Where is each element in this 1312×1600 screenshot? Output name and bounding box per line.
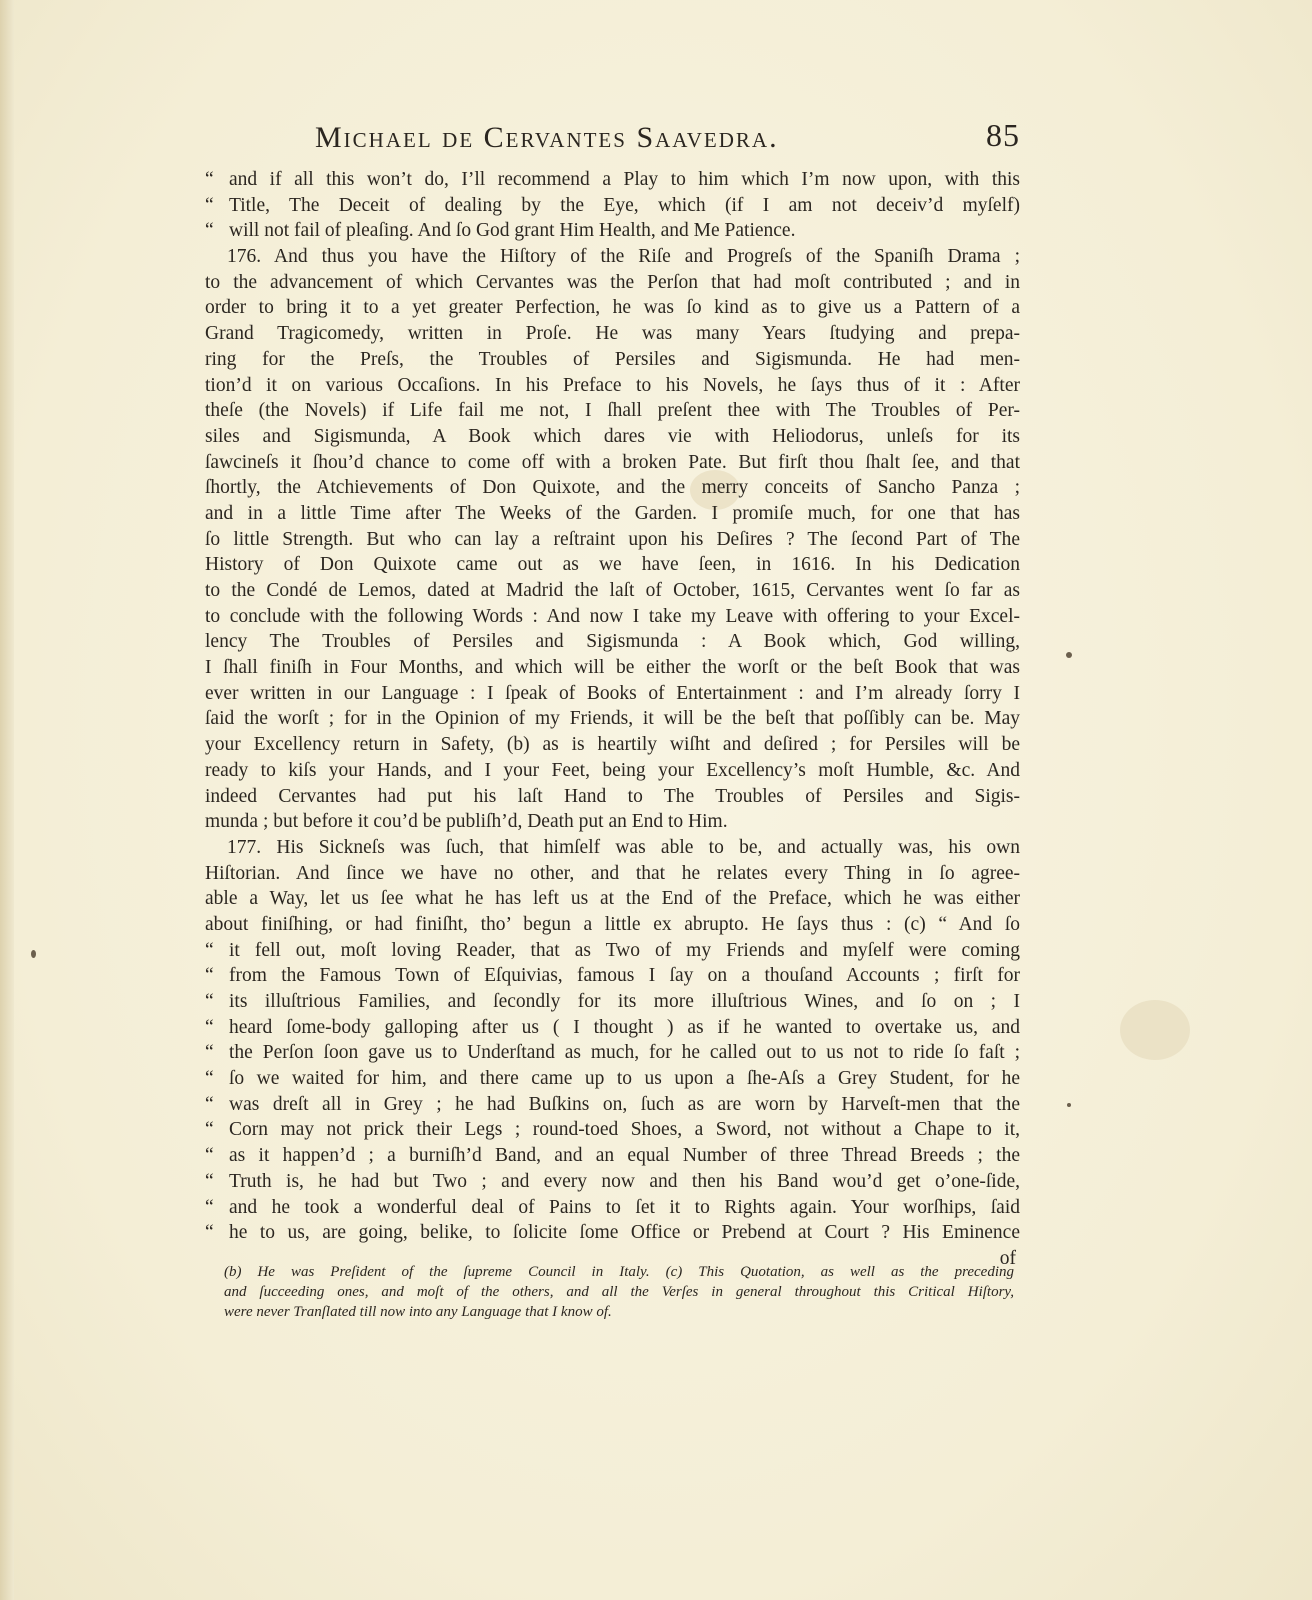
text-line: tion’d it on various Occaſions. In his Preface to his Novels, he ſays thus of it : After (205, 374, 1020, 396)
text-line: ſaid the worſt ; for in the Opinion of my Friends, it will be the beſt that poſſibly can be. May (205, 708, 1020, 730)
text-line: about finiſhing, or had finiſht, tho’ begun a little ex abrupto. He ſays thus : (c) “ And ſo (205, 913, 1020, 935)
paper-stain (1120, 1000, 1190, 1060)
text-line: able a Way, let us ſee what he has left us at the End of the Preface, which he was either (205, 888, 1020, 910)
footnote-line: (b) He was Preſident of the ſupreme Council in Italy. (c) This Quotation, as well as the preceding (224, 1264, 1014, 1280)
footnote-line: and ſucceeding ones, and moſt of the others, and all the Verſes in general throughout this Critical Hiſtory, (224, 1284, 1014, 1300)
text-line: “ and he took a wonderful deal of Pains to ſet it to Rights again. Your worſhips, ſaid (205, 1195, 1020, 1221)
text-line: to conclude with the following Words : And now I take my Leave with offering to your Excel- (205, 605, 1020, 627)
text-line: ring for the Preſs, the Troubles of Persiles and Sigismunda. He had men- (205, 348, 1020, 370)
text-line: ſo little Strength. But who can lay a reſtraint upon his Deſires ? The ſecond Part of The (205, 528, 1020, 550)
text-line: “ was dreſt all in Grey ; he had Buſkins on, ſuch as are worn by Harveſt-men that the (205, 1092, 1020, 1118)
text-line: “ ſo we waited for him, and there came up to us upon a ſhe-Aſs a Grey Student, for he (205, 1066, 1020, 1092)
text-line: to the advancement of which Cervantes was the Perſon that had moſt contributed ; and in (205, 271, 1020, 293)
footnotes (224, 1262, 1014, 1322)
text-line: munda ; but before it cou’d be publiſh’d, Death put an End to Him. (205, 811, 728, 833)
text-line: “ Corn may not prick their Legs ; round-toed Shoes, a Sword, not without a Chape to it, (205, 1117, 1020, 1143)
text-line: “ as it happen’d ; a burniſh’d Band, and an equal Number of three Thread Breeds ; the (205, 1143, 1020, 1169)
text-line: “ the Perſon ſoon gave us to Underſtand as much, for he called out to us not to ride ſo faſt ; (205, 1040, 1020, 1066)
body-text (205, 167, 1020, 1272)
text-line: “ and if all this won’t do, I’ll recommend a Play to him which I’m now upon, with this (205, 167, 1020, 193)
text-line: ſawcineſs it ſhou’d chance to come off with a broken Pate. But firſt thou ſhalt ſee, and that (205, 451, 1020, 473)
text-line: “ will not fail of pleaſing. And ſo God grant Him Health, and Me Patience. (205, 218, 1020, 244)
text-line: ſhortly, the Atchievements of Don Quixote, and the merry conceits of Sancho Panza ; (205, 477, 1020, 499)
page-number: 85 (986, 117, 1020, 153)
text-line: Grand Tragicomedy, written in Proſe. He was many Years ſtudying and prepa- (205, 323, 1020, 345)
text-line: ever written in our Language : I ſpeak of Books of Entertainment : and I’m already ſorry I (205, 682, 1020, 704)
text-line: “ it fell out, moſt loving Reader, that as Two of my Friends and myſelf were coming (205, 938, 1020, 964)
text-line: “ he to us, are going, belike, to ſolicite ſome Office or Prebend at Court ? His Eminence (205, 1220, 1020, 1246)
text-line: your Excellency return in Safety, (b) as is heartily wiſht and deſired ; for Persiles will be (205, 734, 1020, 756)
text-line: lency The Troubles of Persiles and Sigismunda : A Book which, God willing, (205, 631, 1020, 653)
text-line: “ heard ſome-body galloping after us ( I thought ) as if he wanted to overtake us, and (205, 1015, 1020, 1041)
running-title: Michael de Cervantes Saavedra. (315, 121, 779, 154)
text-line: “ Truth is, he had but Two ; and every now and then his Band wou’d get o’one-ſide, (205, 1169, 1020, 1195)
footnote-line: were never Tranſlated till now into any Language that I know of. (224, 1304, 612, 1320)
text-line: “ its illuſtrious Families, and ſecondly for its more illuſtrious Wines, and ſo on ; I (205, 989, 1020, 1015)
text-line: “ from the Famous Town of Eſquivias, famous I ſay on a thouſand Accounts ; firſt for (205, 963, 1020, 989)
text-line: ready to kiſs your Hands, and I your Feet, being your Excellency’s moſt Humble, &c. And (205, 759, 1020, 781)
text-line: to the Condé de Lemos, dated at Madrid the laſt of October, 1615, Cervantes went ſo far as (205, 580, 1020, 601)
text-line: 177. His Sickneſs was ſuch, that himſelf was able to be, and actually was, his own (227, 836, 1020, 858)
catchword: of (999, 1247, 1016, 1269)
text-line: and in a little Time after The Weeks of the Garden. I promiſe much, for one that has (205, 502, 1020, 524)
text-line: Hiſtorian. And ſince we have no other, and that he relates every Thing in ſo agree- (205, 862, 1020, 884)
text-line: theſe (the Novels) if Life fail me not, I ſhall preſent thee with The Troubles of Per- (205, 400, 1020, 422)
ink-speck (1066, 652, 1072, 658)
page-edge-shadow (0, 0, 14, 1600)
text-line: 176. And thus you have the Hiſtory of the Riſe and Progreſs of the Spaniſh Drama ; (227, 246, 1020, 268)
text-line: I ſhall finiſh in Four Months, and which will be either the worſt or the beſt Book that was (205, 657, 1020, 679)
ink-speck (1067, 1103, 1071, 1107)
running-head (205, 117, 1020, 161)
text-line: siles and Sigismunda, A Book which dares vie with Heliodorus, unleſs for its (205, 425, 1020, 447)
text-line: “ Title, The Deceit of dealing by the Eye, which (if I am not deceiv’d myſelf) (205, 193, 1020, 219)
ink-speck (31, 950, 36, 958)
text-line: History of Don Quixote came out as we have ſeen, in 1616. In his Dedication (205, 554, 1020, 576)
text-line: indeed Cervantes had put his laſt Hand to The Troubles of Persiles and Sigis- (205, 785, 1020, 807)
text-line: order to bring it to a yet greater Perfection, he was ſo kind as to give us a Pattern of a (205, 297, 1020, 319)
